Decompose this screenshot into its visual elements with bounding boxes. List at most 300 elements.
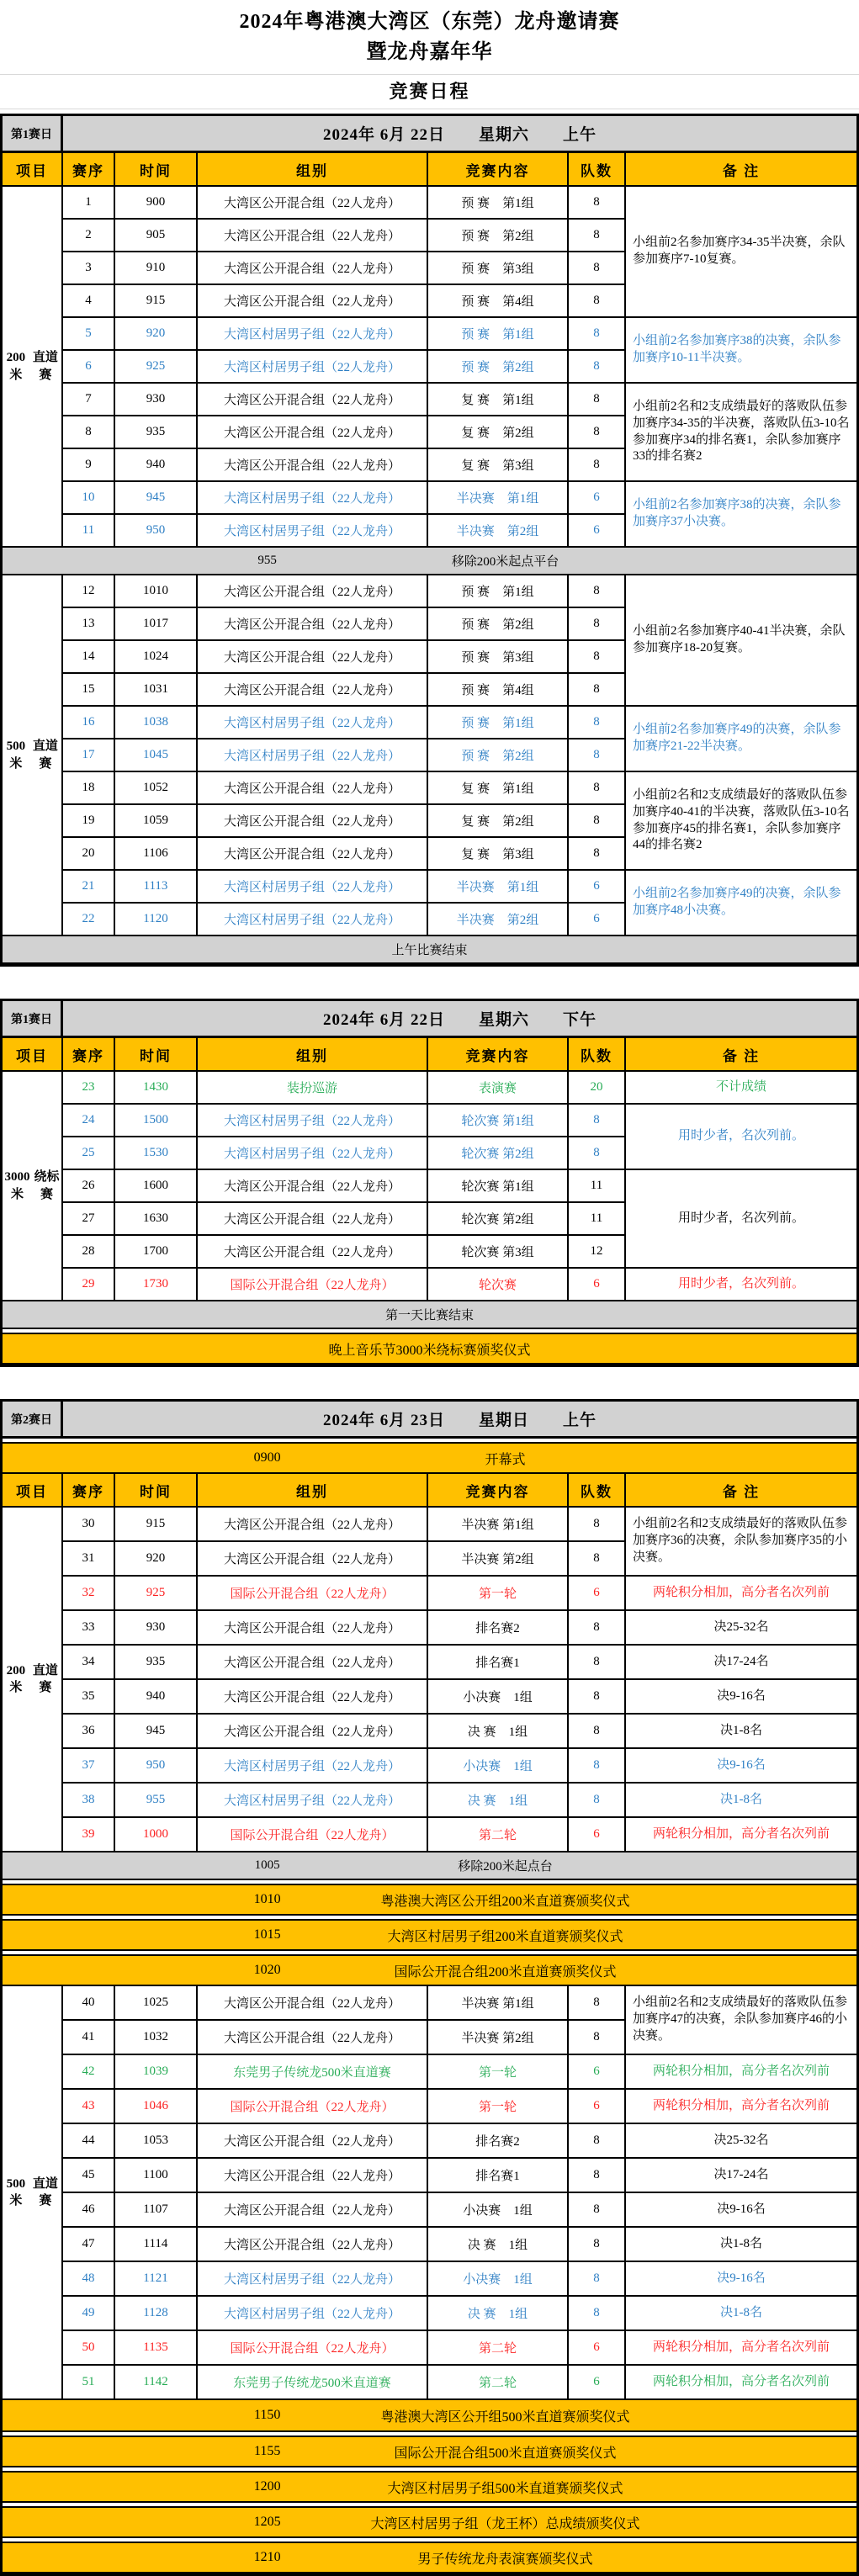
remark-cell: 决1-8名 (626, 2228, 856, 2262)
seq-cell: 25 (63, 1137, 115, 1170)
seq-cell: 48 (63, 2262, 115, 2297)
teams-cell: 8 (569, 674, 626, 707)
column-header-row (3, 1474, 856, 1508)
group-cell: 大湾区公开混合组（22人龙舟） (198, 416, 428, 449)
race-group-rows (63, 772, 626, 871)
content-cell: 半决赛 第2组 (428, 515, 569, 548)
ceremony-band (3, 2436, 856, 2467)
remark-cell: 小组前2名参加赛序38的决赛，余队参加赛序37小决赛。 (626, 482, 856, 548)
race-group-rows (63, 1749, 626, 1784)
race-row (63, 482, 626, 515)
teams-cell: 8 (569, 772, 626, 805)
seq-cell: 31 (63, 1542, 115, 1577)
teams-cell: 6 (569, 515, 626, 548)
time-cell: 1114 (115, 2228, 198, 2262)
teams-cell: 8 (569, 384, 626, 416)
content-cell: 预 赛 第2组 (428, 351, 569, 384)
group-cell: 大湾区公开混合组（22人龙舟） (198, 2124, 428, 2159)
group-cell: 东莞男子传统龙500米直道赛 (198, 2055, 428, 2090)
teams-cell: 8 (569, 1715, 626, 1749)
content-cell: 小决赛 1组 (428, 2262, 569, 2297)
page-subtitle: 竞赛日程 (389, 81, 470, 102)
column-header: 时间 (115, 1474, 198, 1506)
event-section-label (3, 187, 63, 548)
race-row (63, 2193, 626, 2228)
race-group-rows (63, 482, 626, 548)
time-cell: 935 (115, 416, 198, 449)
date-row (3, 116, 856, 153)
group-cell: 大湾区村居男子组（22人龙舟） (198, 318, 428, 351)
content-cell: 半决赛 第1组 (428, 1986, 569, 2021)
group-cell: 国际公开混合组（22人龙舟） (198, 1269, 428, 1301)
group-cell: 国际公开混合组（22人龙舟） (198, 1818, 428, 1852)
teams-cell: 8 (569, 1986, 626, 2021)
race-row (63, 449, 626, 482)
teams-cell: 8 (569, 1611, 626, 1646)
seq-cell: 16 (63, 707, 115, 739)
race-group (63, 2124, 856, 2159)
race-row (63, 384, 626, 416)
seq-cell: 36 (63, 1715, 115, 1749)
race-row (63, 285, 626, 318)
teams-cell: 8 (569, 252, 626, 285)
time-cell: 1025 (115, 1986, 198, 2021)
content-cell: 预 赛 第2组 (428, 739, 569, 772)
group-cell: 大湾区公开混合组（22人龙舟） (198, 220, 428, 252)
time-cell: 930 (115, 1611, 198, 1646)
race-group (63, 1818, 856, 1852)
band-time: 1005 (254, 1858, 280, 1872)
band-time: 0900 (253, 1450, 281, 1465)
time-cell: 940 (115, 1680, 198, 1715)
teams-cell: 11 (569, 1203, 626, 1236)
race-group-rows (63, 2193, 626, 2228)
teams-cell: 8 (569, 608, 626, 641)
band-text: 开幕式 (485, 1452, 526, 1467)
race-group-rows (63, 1818, 626, 1852)
race-group (63, 2366, 856, 2400)
race-group-rows (63, 318, 626, 384)
band-text: 国际公开混合组500米直道赛颁奖仪式 (394, 2446, 617, 2461)
remark-cell: 决17-24名 (626, 2159, 856, 2193)
content-cell: 第一轮 (428, 2055, 569, 2090)
teams-cell: 8 (569, 641, 626, 674)
race-group-rows (63, 1715, 626, 1749)
race-row (63, 805, 626, 838)
seq-cell: 21 (63, 871, 115, 904)
seq-cell: 12 (63, 575, 115, 608)
remark-cell: 决1-8名 (626, 1784, 856, 1818)
remark-cell: 两轮积分相加，高分者名次列前 (626, 2366, 856, 2400)
seq-cell: 15 (63, 674, 115, 707)
teams-cell: 6 (569, 904, 626, 936)
time-cell: 1128 (115, 2297, 198, 2331)
seq-cell: 19 (63, 805, 115, 838)
race-group (63, 1508, 856, 1577)
time-cell: 1024 (115, 641, 198, 674)
seq-cell: 11 (63, 515, 115, 548)
group-cell: 大湾区村居男子组（22人龙舟） (198, 1105, 428, 1137)
teams-cell: 8 (569, 805, 626, 838)
column-header: 竞赛内容 (428, 1038, 569, 1070)
time-cell: 1500 (115, 1105, 198, 1137)
teams-cell: 8 (569, 2021, 626, 2055)
teams-cell: 8 (569, 2297, 626, 2331)
content-cell: 半决赛 第2组 (428, 904, 569, 936)
event-section-label-line: 绕标赛 (34, 1170, 60, 1201)
remark-cell: 小组前2名和2支成绩最好的落败队伍参加赛序34-35的半决赛，落败队伍3-10名参加赛序34的排名赛1，余队参加赛序33的排名赛2 (626, 384, 856, 482)
race-group (63, 2228, 856, 2262)
content-cell: 预 赛 第2组 (428, 220, 569, 252)
group-cell: 大湾区公开混合组（22人龙舟） (198, 2193, 428, 2228)
race-row (63, 1137, 626, 1170)
group-cell: 大湾区村居男子组（22人龙舟） (198, 904, 428, 936)
column-header: 队数 (569, 1038, 626, 1070)
seq-cell: 35 (63, 1680, 115, 1715)
time-cell: 1107 (115, 2193, 198, 2228)
teams-cell: 8 (569, 318, 626, 351)
race-row (63, 2262, 626, 2297)
race-group (63, 1784, 856, 1818)
race-group (63, 1105, 856, 1170)
event-section-body (63, 1986, 856, 2400)
remark-cell: 小组前2名参加赛序34-35半决赛，余队参加赛序7-10复赛。 (626, 187, 856, 318)
race-row (63, 2228, 626, 2262)
group-cell: 大湾区村居男子组（22人龙舟） (198, 2297, 428, 2331)
teams-cell: 6 (569, 2331, 626, 2366)
seq-cell: 51 (63, 2366, 115, 2400)
seq-cell: 32 (63, 1577, 115, 1611)
race-group (63, 318, 856, 384)
time-cell: 920 (115, 1542, 198, 1577)
info-band (3, 1301, 856, 1329)
group-cell: 大湾区公开混合组（22人龙舟） (198, 384, 428, 416)
teams-cell: 8 (569, 449, 626, 482)
race-group (63, 1715, 856, 1749)
time-cell: 915 (115, 1508, 198, 1542)
date-heading: 2024年 6月 22日 星期六 上午 (322, 126, 597, 144)
day-label: 第2赛日 (3, 1402, 63, 1436)
band-text: 晚上音乐节3000米绕标赛颁奖仪式 (328, 1343, 531, 1358)
content-cell: 表演赛 (428, 1072, 569, 1105)
time-cell: 920 (115, 318, 198, 351)
race-row (63, 1203, 626, 1236)
seq-cell: 43 (63, 2090, 115, 2124)
race-group (63, 1072, 856, 1105)
band-text: 大湾区村居男子组200米直道赛颁奖仪式 (387, 1929, 623, 1944)
seq-cell: 22 (63, 904, 115, 936)
seq-cell: 1 (63, 187, 115, 220)
teams-cell: 11 (569, 1170, 626, 1203)
race-group-rows (63, 1508, 626, 1577)
event-section (3, 1986, 856, 2400)
event-section-label (3, 575, 63, 936)
content-cell: 预 赛 第2组 (428, 608, 569, 641)
remark-cell: 小组前2名参加赛序49的决赛，余队参加赛序21-22半决赛。 (626, 707, 856, 772)
content-cell: 半决赛 第2组 (428, 2021, 569, 2055)
seq-cell: 8 (63, 416, 115, 449)
teams-cell: 8 (569, 220, 626, 252)
seq-cell: 28 (63, 1236, 115, 1269)
group-cell: 大湾区公开混合组（22人龙舟） (198, 2159, 428, 2193)
content-cell: 预 赛 第1组 (428, 318, 569, 351)
event-section (3, 187, 856, 548)
band-text: 移除200米起点平台 (451, 555, 559, 569)
seq-cell: 30 (63, 1508, 115, 1542)
event-section (3, 1508, 856, 1852)
race-group-rows (63, 1577, 626, 1611)
content-cell: 复 赛 第2组 (428, 805, 569, 838)
content-cell: 轮次赛 第2组 (428, 1203, 569, 1236)
event-section-body (63, 1508, 856, 1852)
band-text: 粤港澳大湾区公开组500米直道赛颁奖仪式 (380, 2409, 630, 2425)
race-row (63, 416, 626, 449)
seq-cell: 33 (63, 1611, 115, 1646)
teams-cell: 8 (569, 1680, 626, 1715)
column-header: 项目 (3, 1474, 63, 1506)
race-group (63, 1611, 856, 1646)
column-header: 组别 (198, 1474, 428, 1506)
group-cell: 大湾区公开混合组（22人龙舟） (198, 2228, 428, 2262)
remark-cell: 不计成绩 (626, 1072, 856, 1105)
band-text: 移除200米起点台 (458, 1860, 553, 1874)
group-cell: 大湾区公开混合组（22人龙舟） (198, 838, 428, 871)
race-group (63, 2159, 856, 2193)
column-header: 组别 (198, 1038, 428, 1070)
ceremony-band (3, 1884, 856, 1916)
seq-cell: 23 (63, 1072, 115, 1105)
seq-cell: 49 (63, 2297, 115, 2331)
teams-cell: 8 (569, 838, 626, 871)
event-section-label-line: 3000米 (4, 1170, 30, 1201)
band-time: 1205 (253, 2515, 281, 2529)
group-cell: 大湾区公开混合组（22人龙舟） (198, 1611, 428, 1646)
seq-cell: 17 (63, 739, 115, 772)
event-section-label-line: 200米 (6, 351, 26, 382)
content-cell: 预 赛 第4组 (428, 674, 569, 707)
remark-cell: 决9-16名 (626, 2262, 856, 2297)
seq-cell: 27 (63, 1203, 115, 1236)
seq-cell: 42 (63, 2055, 115, 2090)
race-row (63, 772, 626, 805)
remark-cell: 决9-16名 (626, 1749, 856, 1784)
content-cell: 复 赛 第1组 (428, 772, 569, 805)
content-cell: 第二轮 (428, 2331, 569, 2366)
remark-cell: 决1-8名 (626, 2297, 856, 2331)
race-row (63, 1577, 626, 1611)
band-time: 1010 (253, 1892, 281, 1906)
group-cell: 大湾区公开混合组（22人龙舟） (198, 285, 428, 318)
race-group (63, 1749, 856, 1784)
time-cell: 950 (115, 515, 198, 548)
content-cell: 排名赛2 (428, 2124, 569, 2159)
teams-cell: 6 (569, 1818, 626, 1852)
time-cell: 910 (115, 252, 198, 285)
group-cell: 大湾区公开混合组（22人龙舟） (198, 1542, 428, 1577)
teams-cell: 6 (569, 1577, 626, 1611)
race-group (63, 1577, 856, 1611)
date-row (3, 1001, 856, 1038)
time-cell: 905 (115, 220, 198, 252)
group-cell: 大湾区公开混合组（22人龙舟） (198, 641, 428, 674)
race-group (63, 871, 856, 936)
race-row (63, 1611, 626, 1646)
race-row (63, 2366, 626, 2400)
time-cell: 1038 (115, 707, 198, 739)
time-cell: 1142 (115, 2366, 198, 2400)
content-cell: 半决赛 第1组 (428, 1508, 569, 1542)
seq-cell: 40 (63, 1986, 115, 2021)
remark-cell: 用时少者，名次列前。 (626, 1170, 856, 1269)
group-cell: 大湾区村居男子组（22人龙舟） (198, 482, 428, 515)
teams-cell: 8 (569, 1749, 626, 1784)
race-group-rows (63, 2297, 626, 2331)
race-row (63, 1072, 626, 1105)
content-cell: 复 赛 第3组 (428, 838, 569, 871)
race-row (63, 2124, 626, 2159)
group-cell: 大湾区村居男子组（22人龙舟） (198, 871, 428, 904)
column-header: 赛序 (63, 153, 115, 185)
ceremony-band (3, 1919, 856, 1951)
race-row (63, 739, 626, 772)
event-section-label-line: 直道赛 (32, 739, 58, 771)
teams-cell: 12 (569, 1236, 626, 1269)
race-group-rows (63, 1986, 626, 2055)
race-group-rows (63, 1680, 626, 1715)
remark-cell: 决25-32名 (626, 1611, 856, 1646)
column-header: 竞赛内容 (428, 1474, 569, 1506)
race-row (63, 351, 626, 384)
schedule-table (0, 1399, 859, 2576)
teams-cell: 8 (569, 1542, 626, 1577)
race-row (63, 1646, 626, 1680)
band-text: 男子传统龙舟表演赛颁奖仪式 (417, 2552, 593, 2567)
teams-cell: 8 (569, 2193, 626, 2228)
race-group (63, 2331, 856, 2366)
content-cell: 预 赛 第3组 (428, 641, 569, 674)
time-cell: 925 (115, 1577, 198, 1611)
band-time: 1210 (253, 2550, 281, 2564)
race-group (63, 2055, 856, 2090)
race-row (63, 220, 626, 252)
event-section-label-line: 200米 (6, 1663, 26, 1694)
event-section-label (3, 1072, 63, 1301)
race-group-rows (63, 2366, 626, 2400)
time-cell: 900 (115, 187, 198, 220)
race-row (63, 2055, 626, 2090)
column-header: 组别 (198, 153, 428, 185)
time-cell: 945 (115, 482, 198, 515)
race-row (63, 2021, 626, 2055)
race-group-rows (63, 871, 626, 936)
band-text: 上午比赛结束 (391, 944, 468, 957)
content-cell: 决 赛 1组 (428, 2297, 569, 2331)
info-band (3, 936, 856, 964)
teams-cell: 8 (569, 285, 626, 318)
seq-cell: 10 (63, 482, 115, 515)
group-cell: 大湾区公开混合组（22人龙舟） (198, 1170, 428, 1203)
race-group (63, 384, 856, 482)
time-cell: 1120 (115, 904, 198, 936)
subtitle-band (0, 74, 859, 109)
group-cell: 大湾区公开混合组（22人龙舟） (198, 1680, 428, 1715)
remark-cell: 决9-16名 (626, 2193, 856, 2228)
content-cell: 预 赛 第1组 (428, 575, 569, 608)
band-text: 国际公开混合组200米直道赛颁奖仪式 (394, 1964, 617, 1980)
content-cell: 小决赛 1组 (428, 1680, 569, 1715)
time-cell: 1000 (115, 1818, 198, 1852)
race-group-rows (63, 1611, 626, 1646)
remark-cell: 决25-32名 (626, 2124, 856, 2159)
teams-cell: 8 (569, 1646, 626, 1680)
schedule-tables (0, 114, 859, 2576)
teams-cell: 6 (569, 871, 626, 904)
group-cell: 大湾区公开混合组（22人龙舟） (198, 187, 428, 220)
event-section-label (3, 1986, 63, 2400)
race-group-rows (63, 2055, 626, 2090)
teams-cell: 6 (569, 2366, 626, 2400)
remark-cell: 两轮积分相加，高分者名次列前 (626, 2331, 856, 2366)
ceremony-band (3, 2471, 856, 2503)
race-group (63, 575, 856, 707)
info-band (3, 548, 856, 575)
content-cell: 复 赛 第3组 (428, 449, 569, 482)
teams-cell: 8 (569, 187, 626, 220)
remark-cell: 决17-24名 (626, 1646, 856, 1680)
day-label: 第1赛日 (3, 1001, 63, 1036)
page-title-line1: 2024年粤港澳大湾区（东莞）龙舟邀请赛 (239, 11, 620, 33)
race-group (63, 1680, 856, 1715)
content-cell: 轮次赛 第3组 (428, 1236, 569, 1269)
content-cell: 轮次赛 第1组 (428, 1170, 569, 1203)
race-group-rows (63, 2331, 626, 2366)
teams-cell: 8 (569, 1508, 626, 1542)
race-row (63, 187, 626, 220)
time-cell: 1530 (115, 1137, 198, 1170)
seq-cell: 41 (63, 2021, 115, 2055)
content-cell: 小决赛 1组 (428, 1749, 569, 1784)
ceremony-band (3, 1954, 856, 1986)
race-group-rows (63, 2228, 626, 2262)
race-row (63, 515, 626, 548)
race-row (63, 2331, 626, 2366)
race-group (63, 1170, 856, 1269)
group-cell: 大湾区公开混合组（22人龙舟） (198, 252, 428, 285)
column-header: 项目 (3, 1038, 63, 1070)
seq-cell: 24 (63, 1105, 115, 1137)
teams-cell: 8 (569, 575, 626, 608)
column-header: 时间 (115, 153, 198, 185)
race-group-rows (63, 1784, 626, 1818)
event-section-body (63, 575, 856, 936)
race-group-rows (63, 575, 626, 707)
column-header: 队数 (569, 1474, 626, 1506)
race-row (63, 1986, 626, 2021)
time-cell: 940 (115, 449, 198, 482)
group-cell: 大湾区村居男子组（22人龙舟） (198, 739, 428, 772)
remark-cell: 决1-8名 (626, 1715, 856, 1749)
group-cell: 大湾区公开混合组（22人龙舟） (198, 608, 428, 641)
teams-cell: 8 (569, 1137, 626, 1170)
time-cell: 1113 (115, 871, 198, 904)
race-row (63, 1680, 626, 1715)
time-cell: 945 (115, 1715, 198, 1749)
column-header: 赛序 (63, 1038, 115, 1070)
group-cell: 大湾区村居男子组（22人龙舟） (198, 1137, 428, 1170)
group-cell: 大湾区公开混合组（22人龙舟） (198, 1203, 428, 1236)
time-cell: 1052 (115, 772, 198, 805)
race-row (63, 707, 626, 739)
